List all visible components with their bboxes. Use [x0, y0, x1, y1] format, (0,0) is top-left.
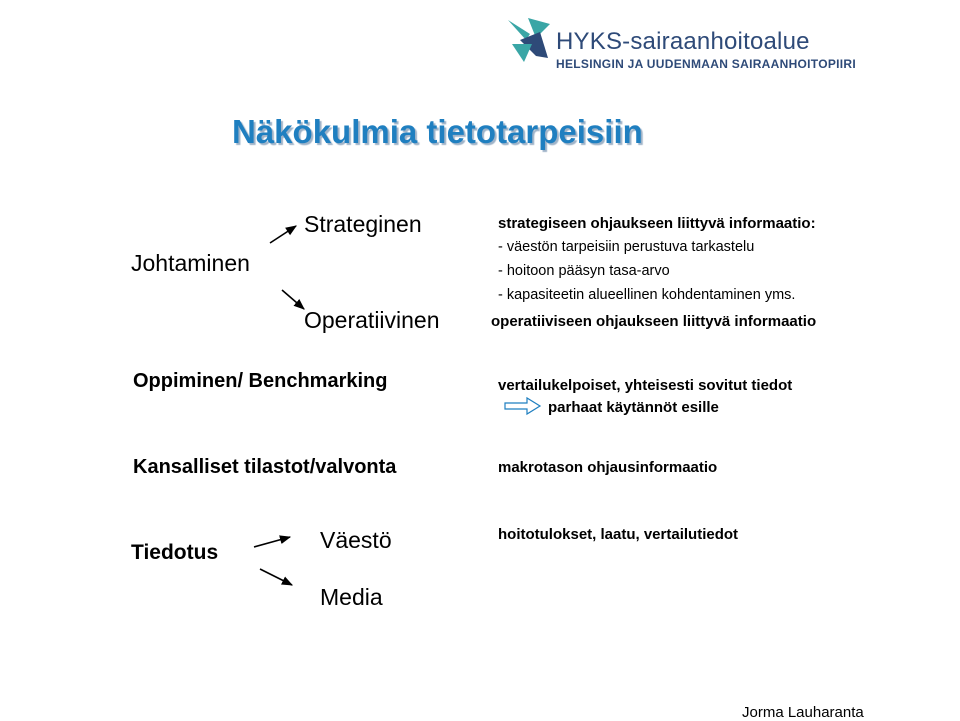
arrow-to-strateginen: [270, 226, 296, 243]
logo-subtitle: HELSINGIN JA UUDENMAAN SAIRAANHOITOPIIRI: [556, 57, 857, 71]
kansalliset-info: makrotason ohjausinformaatio: [498, 459, 718, 476]
label-tiedotus: Tiedotus: [131, 541, 219, 564]
oppiminen-info-1: vertailukelpoiset, yhteisesti sovitut tiedot: [498, 377, 793, 394]
strategic-info-header: strategiseen ohjaukseen liittyvä informaatio:: [498, 215, 816, 232]
hyks-logo-icon: [502, 14, 554, 66]
logo-name: HYKS-sairaanhoitoalue: [556, 28, 810, 55]
arrow-to-operatiivinen: [282, 290, 304, 309]
label-johtaminen: Johtaminen: [131, 250, 250, 276]
oppiminen-info-2: parhaat käytännöt esille: [548, 399, 719, 416]
strategic-info-item: - kapasiteetin alueellinen kohdentaminen yms.: [498, 287, 796, 303]
label-oppiminen: Oppiminen/ Benchmarking: [133, 370, 388, 392]
block-arrow-icon: [505, 398, 540, 414]
slide-title: Näkökulmia tietotarpeisiin: [232, 113, 643, 150]
footer-author: Jorma Lauharanta: [742, 704, 864, 721]
arrow-to-media: [260, 569, 292, 585]
strategic-info-item: - väestön tarpeisiin perustuva tarkastelu: [498, 239, 755, 255]
label-media: Media: [320, 584, 383, 610]
label-vaesto: Väestö: [320, 527, 392, 553]
strategic-info-item: - hoitoon pääsyn tasa-arvo: [498, 263, 670, 279]
label-operatiivinen: Operatiivinen: [304, 307, 440, 333]
tiedotus-info: hoitotulokset, laatu, vertailutiedot: [498, 526, 739, 543]
arrow-to-vaesto: [254, 537, 290, 547]
label-strateginen: Strateginen: [304, 211, 422, 237]
operative-info: operatiiviseen ohjaukseen liittyvä informaatio: [491, 313, 817, 330]
label-kansalliset: Kansalliset tilastot/valvonta: [133, 456, 397, 478]
